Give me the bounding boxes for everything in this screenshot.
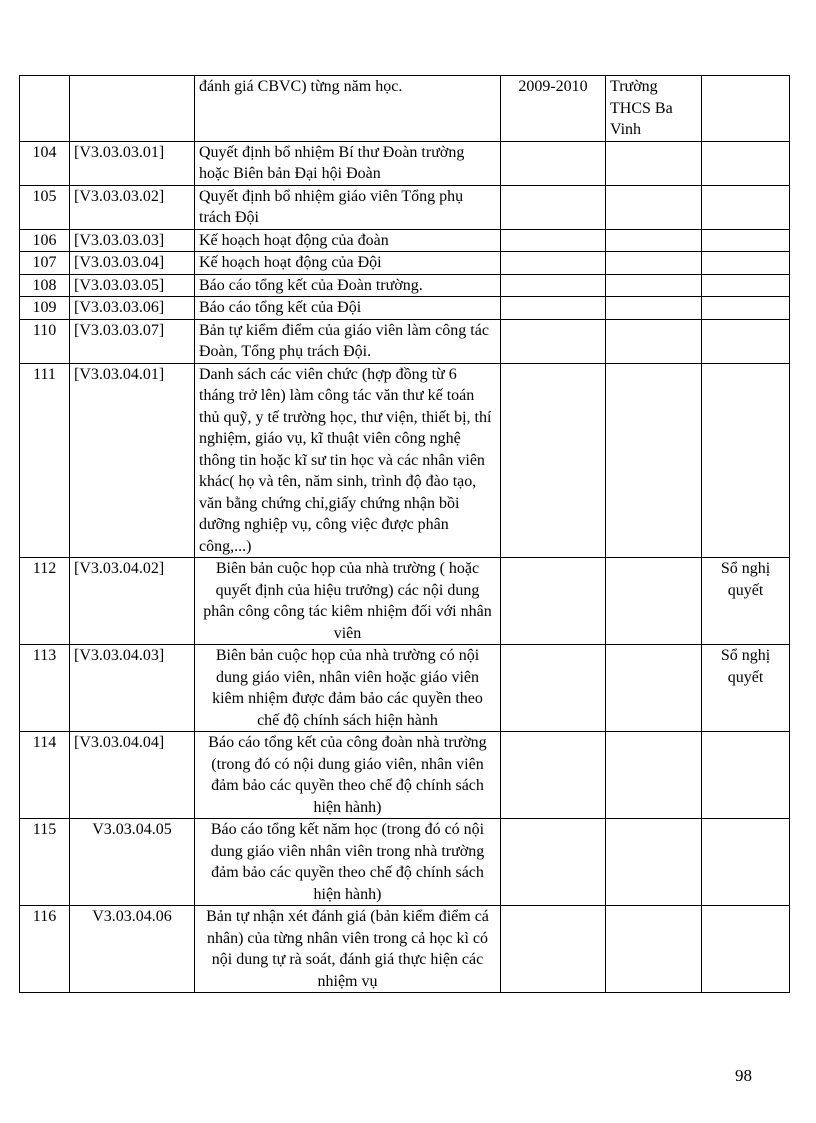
content-cell: Quyết định bổ nhiệm Bí thư Đoàn trường hoặc Biên bản Đại hội Đoàn bbox=[195, 141, 501, 185]
note-cell bbox=[702, 363, 790, 558]
place-cell bbox=[606, 819, 702, 906]
row-number-cell: 105 bbox=[20, 185, 70, 229]
note-cell bbox=[702, 732, 790, 819]
year-cell bbox=[501, 185, 606, 229]
content-cell: Bản tự nhận xét đánh giá (bản kiểm điểm cá nhân) của từng nhân viên trong cả học kì có nội dung tự rà soát, đánh giá thực hiện các nhiệm vụ bbox=[195, 906, 501, 993]
place-cell bbox=[606, 229, 702, 252]
row-number-cell: 114 bbox=[20, 732, 70, 819]
place-cell bbox=[606, 363, 702, 558]
evidence-code-cell: [V3.03.04.02] bbox=[70, 558, 195, 645]
year-cell bbox=[501, 252, 606, 275]
note-cell bbox=[702, 297, 790, 320]
note-cell bbox=[702, 185, 790, 229]
evidence-code-cell: V3.03.04.06 bbox=[70, 906, 195, 993]
row-number-cell: 109 bbox=[20, 297, 70, 320]
content-cell: Biên bản cuộc họp của nhà trường có nội dung giáo viên, nhân viên hoặc giáo viên kiêm nhiệm được đảm bảo các quyền theo chế độ chính sách hiện hành bbox=[195, 645, 501, 732]
row-number-cell: 106 bbox=[20, 229, 70, 252]
note-cell bbox=[702, 229, 790, 252]
row-number-cell: 108 bbox=[20, 274, 70, 297]
table-row bbox=[20, 274, 790, 297]
content-cell: Danh sách các viên chức (hợp đồng từ 6 tháng trở lên) làm công tác văn thư kế toán thủ quỹ, y tế trường học, thư viện, thiết bị, thí nghiệm, giáo vụ, kĩ thuật viên công nghệ thông tin hoặc kĩ sư tin học và các nhân viên khác( họ và tên, năm sinh, trình độ đào tạo, văn bằng chứng chỉ,giấy chứng nhận bồi dưỡng nghiệp vụ, công việc được phân công,...) bbox=[195, 363, 501, 558]
year-cell bbox=[501, 645, 606, 732]
content-cell: Báo cáo tổng kết năm học (trong đó có nội dung giáo viên nhân viên trong nhà trường đảm bảo các quyền theo chế độ chính sách hiện hành) bbox=[195, 819, 501, 906]
content-cell: Báo cáo tổng kết của Đoàn trường. bbox=[195, 274, 501, 297]
place-cell bbox=[606, 141, 702, 185]
evidence-code-cell bbox=[70, 76, 195, 142]
note-cell bbox=[702, 819, 790, 906]
table-row bbox=[20, 558, 790, 645]
content-cell: Kế hoạch hoạt động của đoàn bbox=[195, 229, 501, 252]
content-cell: Quyết định bổ nhiệm giáo viên Tổng phụ trách Đội bbox=[195, 185, 501, 229]
table-row bbox=[20, 319, 790, 363]
row-number-cell: 107 bbox=[20, 252, 70, 275]
place-cell bbox=[606, 185, 702, 229]
evidence-code-cell: [V3.03.03.06] bbox=[70, 297, 195, 320]
evidence-code-cell: [V3.03.04.03] bbox=[70, 645, 195, 732]
year-cell bbox=[501, 141, 606, 185]
evidence-code-cell: [V3.03.03.04] bbox=[70, 252, 195, 275]
content-cell: Kế hoạch hoạt động của Đội bbox=[195, 252, 501, 275]
note-cell bbox=[702, 141, 790, 185]
row-number-cell: 113 bbox=[20, 645, 70, 732]
year-cell bbox=[501, 732, 606, 819]
content-cell: Báo cáo tổng kết của Đội bbox=[195, 297, 501, 320]
page-number: 98 bbox=[735, 1066, 752, 1085]
table-row bbox=[20, 819, 790, 906]
evidence-code-cell: [V3.03.03.05] bbox=[70, 274, 195, 297]
table-row bbox=[20, 363, 790, 558]
row-number-cell: 111 bbox=[20, 363, 70, 558]
place-cell bbox=[606, 645, 702, 732]
place-cell bbox=[606, 319, 702, 363]
row-number-cell: 115 bbox=[20, 819, 70, 906]
year-cell bbox=[501, 274, 606, 297]
evidence-code-cell: [V3.03.03.01] bbox=[70, 141, 195, 185]
note-cell: Sổ nghị quyết bbox=[702, 645, 790, 732]
row-number-cell: 116 bbox=[20, 906, 70, 993]
evidence-code-cell: [V3.03.04.01] bbox=[70, 363, 195, 558]
year-cell bbox=[501, 319, 606, 363]
evidence-code-cell: [V3.03.03.07] bbox=[70, 319, 195, 363]
content-cell: Biên bản cuộc họp của nhà trường ( hoặc quyết định của hiệu trưởng) các nội dung phân công công tác kiêm nhiệm đối với nhân viên bbox=[195, 558, 501, 645]
year-cell bbox=[501, 229, 606, 252]
row-number-cell: 110 bbox=[20, 319, 70, 363]
note-cell bbox=[702, 76, 790, 142]
year-cell bbox=[501, 297, 606, 320]
row-number-cell: 112 bbox=[20, 558, 70, 645]
content-cell: Bản tự kiểm điểm của giáo viên làm công tác Đoàn, Tổng phụ trách Đội. bbox=[195, 319, 501, 363]
table-row bbox=[20, 732, 790, 819]
place-cell bbox=[606, 252, 702, 275]
evidence-code-cell: [V3.03.03.03] bbox=[70, 229, 195, 252]
place-cell bbox=[606, 906, 702, 993]
note-cell bbox=[702, 319, 790, 363]
table-row bbox=[20, 141, 790, 185]
year-cell bbox=[501, 819, 606, 906]
records-table bbox=[19, 75, 790, 993]
place-cell bbox=[606, 558, 702, 645]
note-cell bbox=[702, 906, 790, 993]
table-row bbox=[20, 297, 790, 320]
row-number-cell: 104 bbox=[20, 141, 70, 185]
content-cell: đánh giá CBVC) từng năm học. bbox=[195, 76, 501, 142]
row-number-cell bbox=[20, 76, 70, 142]
place-cell bbox=[606, 732, 702, 819]
year-cell: 2009-2010 bbox=[501, 76, 606, 142]
place-cell bbox=[606, 297, 702, 320]
content-cell: Báo cáo tổng kết của công đoàn nhà trường (trong đó có nội dung giáo viên, nhân viên đảm bảo các quyền theo chế độ chính sách hiện hành) bbox=[195, 732, 501, 819]
table-row bbox=[20, 229, 790, 252]
table-row bbox=[20, 645, 790, 732]
table-row bbox=[20, 76, 790, 142]
table-row bbox=[20, 185, 790, 229]
table-row bbox=[20, 252, 790, 275]
note-cell bbox=[702, 274, 790, 297]
place-cell bbox=[606, 274, 702, 297]
place-cell: Trường THCS Ba Vinh bbox=[606, 76, 702, 142]
note-cell: Sổ nghị quyết bbox=[702, 558, 790, 645]
year-cell bbox=[501, 363, 606, 558]
note-cell bbox=[702, 252, 790, 275]
year-cell bbox=[501, 906, 606, 993]
evidence-code-cell: [V3.03.03.02] bbox=[70, 185, 195, 229]
year-cell bbox=[501, 558, 606, 645]
evidence-code-cell: V3.03.04.05 bbox=[70, 819, 195, 906]
table-row bbox=[20, 906, 790, 993]
evidence-code-cell: [V3.03.04.04] bbox=[70, 732, 195, 819]
